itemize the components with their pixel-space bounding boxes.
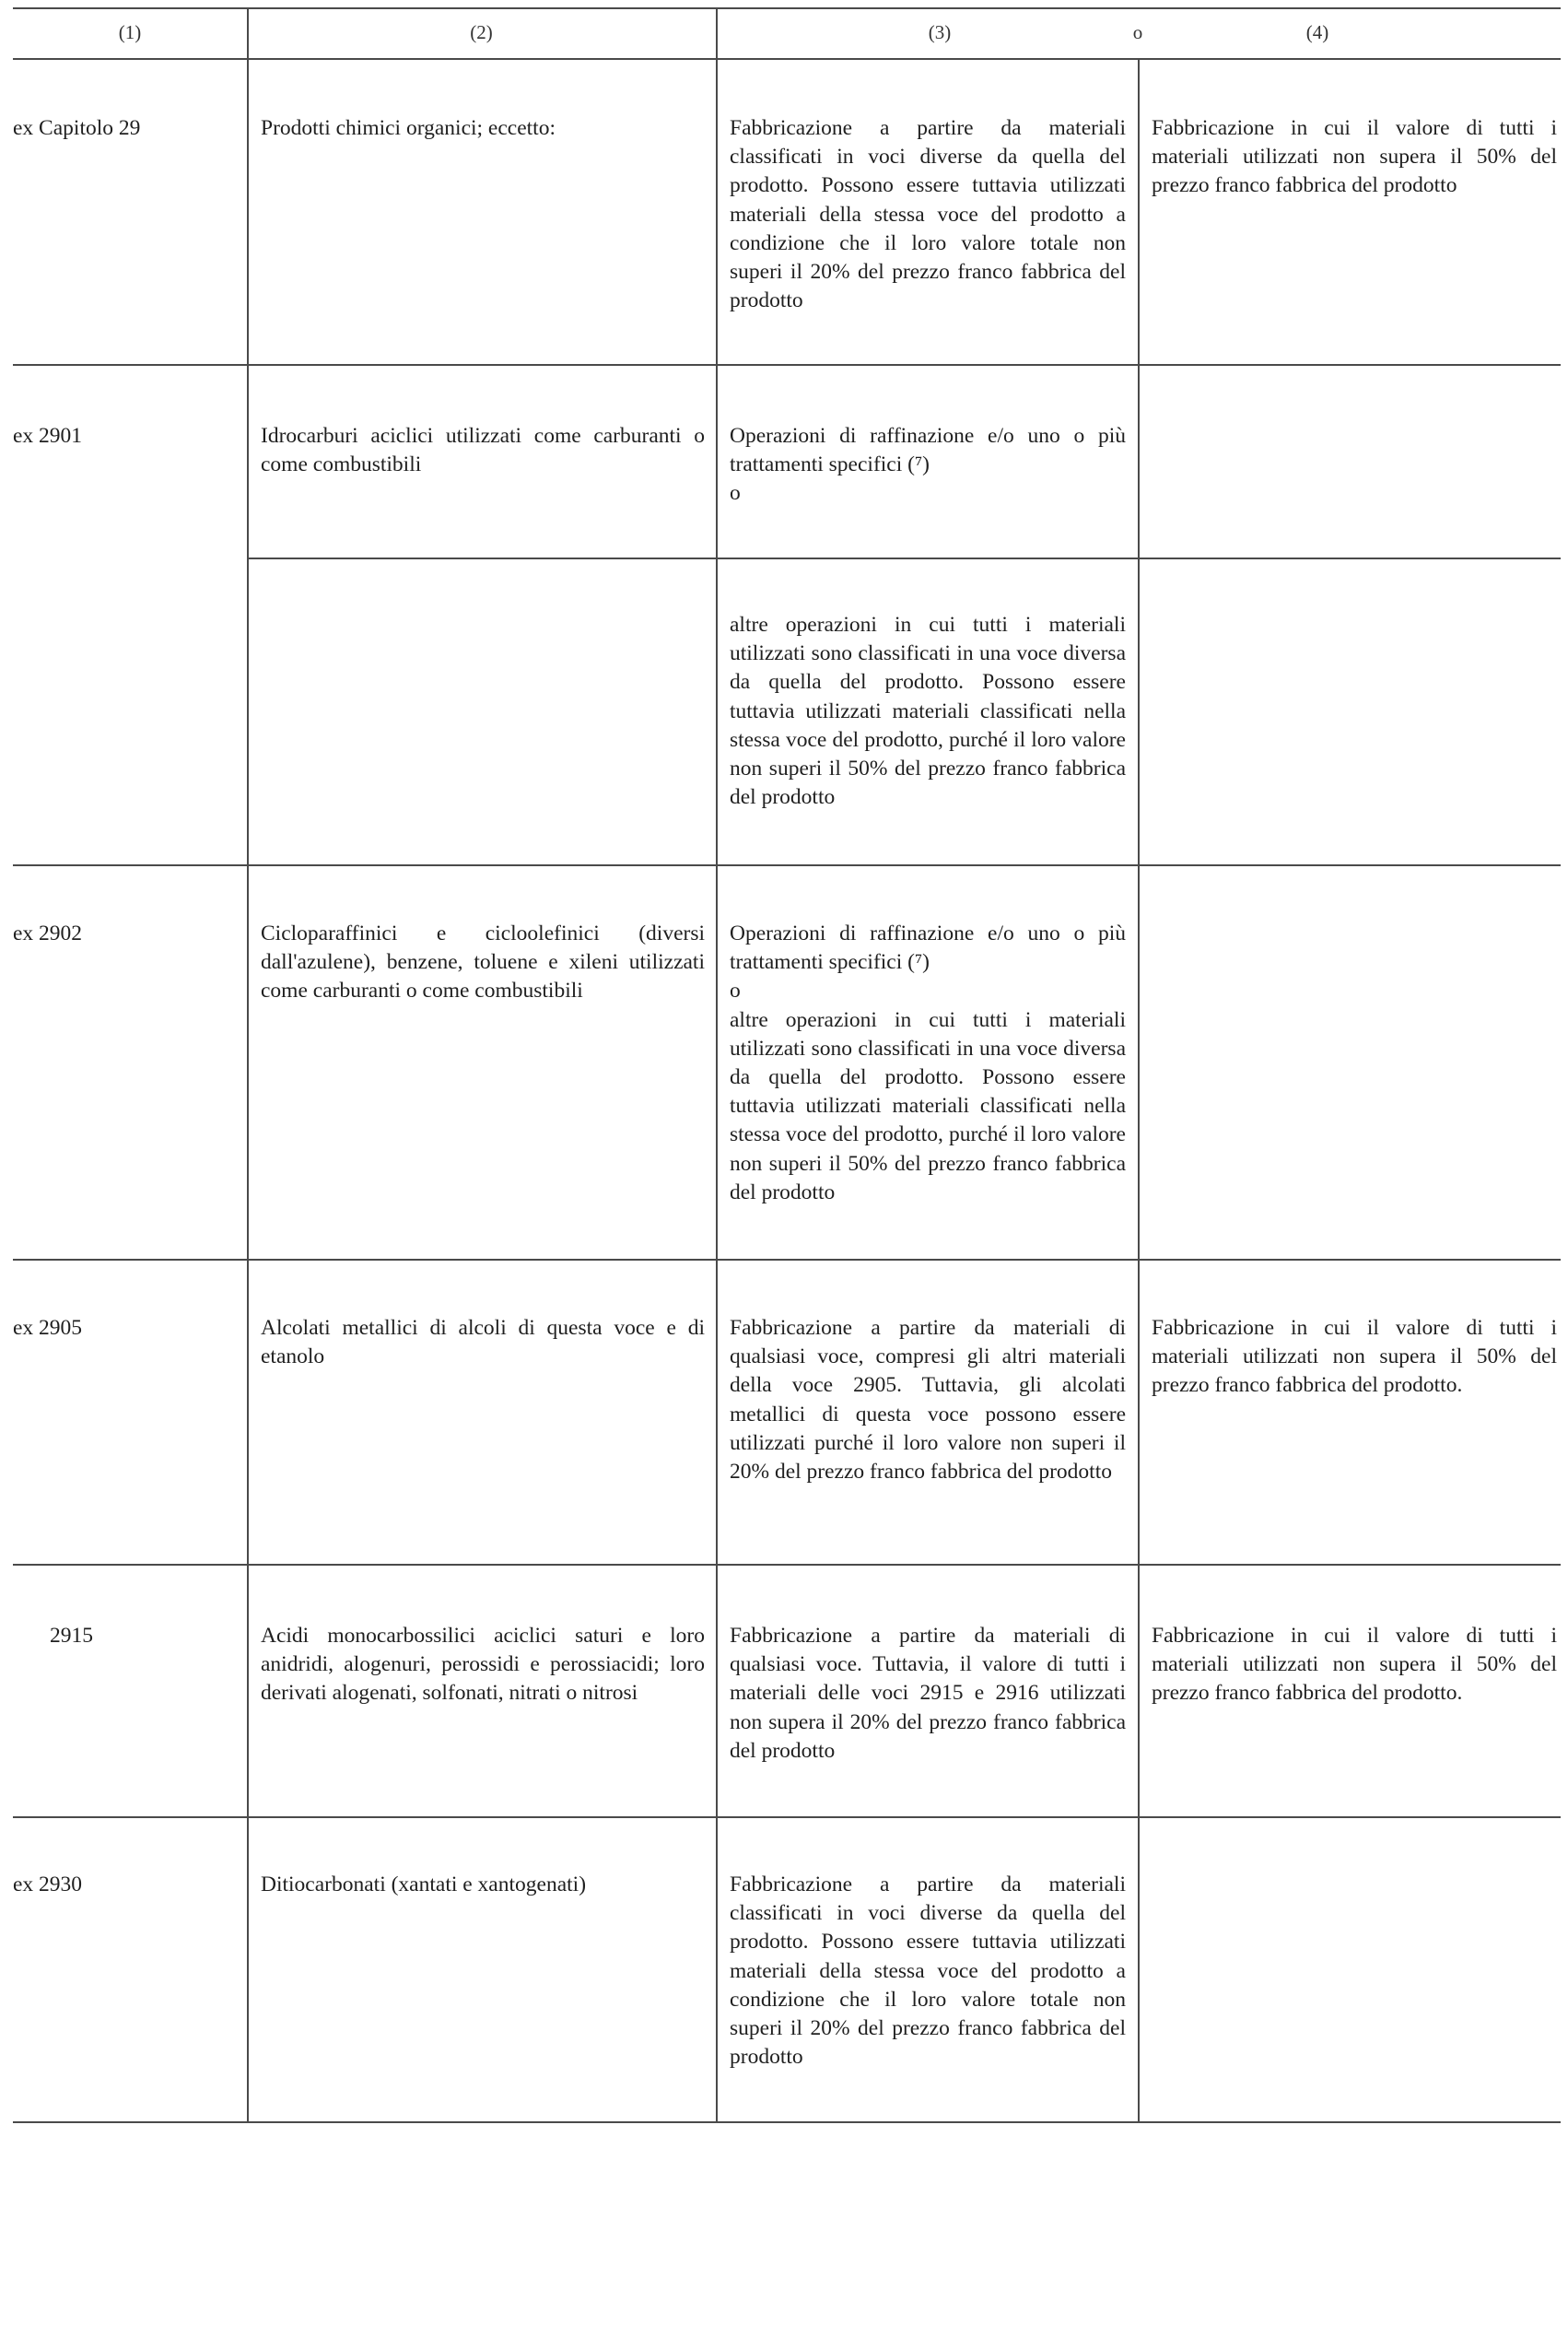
header-col3: (3) (928, 21, 952, 43)
row-rule-col3: Fabbricazione a partire da materiali di qualsiasi voce, compresi gli altri materiali della voce 2905. Tuttavia, gli alcolati metallici di questa voce possono essere utilizzati purché il loro valore non superi il 20% del prezzo franco fabbrica del prodotto (730, 1316, 1126, 1485)
table-top-rule (13, 7, 1561, 9)
row-description: Ditiocarbonati (xantati e xantogenati) (261, 1873, 587, 1896)
row-rule-col3: Fabbricazione a partire da materiali classificati in voci diverse da quella del prodotto. Possono essere tuttavia utilizzati materiali della stessa voce del prodotto a condizione che il loro valore totale non superi il 20% del prezzo franco fabbrica del prodotto (730, 1873, 1126, 2070)
row-rule-col3 (730, 920, 1126, 1207)
row-divider (13, 1259, 1561, 1261)
header-col2: (2) (470, 21, 493, 43)
column-divider (716, 7, 718, 2122)
row-sub-divider (247, 558, 1561, 559)
header-col4: (4) (1305, 21, 1329, 43)
row-divider (13, 364, 1561, 366)
row-description: Acidi monocarbossilici aciclici saturi e loro anidridi, alogenuri, perossidi e perossiacidi; loro derivati alogenati, solfonati, nitrati o nitrosi (261, 1624, 705, 1706)
table-bottom-rule (13, 2121, 1561, 2123)
row-rule-col3-alt: altre operazioni in cui tutti i materiali utilizzati sono classificati in una voce diversa da quella del prodotto. Possono essere tuttavia utilizzati materiali classificati nella stessa voce del prodotto, purché il loro valore non superi il 50% del prezzo franco fabbrica del prodotto (730, 613, 1126, 810)
column-divider (1138, 58, 1140, 2122)
header-bottom-rule (13, 58, 1561, 60)
row-description: Prodotti chimici organici; eccetto: (261, 116, 556, 140)
row-rule-col4: Fabbricazione in cui il valore di tutti i materiali utilizzati non supera il 50% del prezzo franco fabbrica del prodotto. (1152, 1624, 1557, 1706)
row-code: ex 2902 (13, 922, 83, 945)
row-code: 2915 (50, 1624, 93, 1648)
row-rule-col4: Fabbricazione in cui il valore di tutti i materiali utilizzati non supera il 50% del prezzo franco fabbrica del prodotto. (1152, 1316, 1557, 1398)
row-code: ex 2905 (13, 1316, 83, 1340)
rule-or: o (730, 481, 741, 506)
row-code: ex Capitolo 29 (13, 116, 141, 140)
column-divider (247, 7, 249, 2122)
rule-text: Operazioni di raffinazione e/o uno o più trattamenti specifici (⁷) (730, 922, 1126, 975)
row-code: ex 2930 (13, 1873, 83, 1896)
header-col1: (1) (118, 21, 142, 43)
row-description: Alcolati metallici di alcoli di questa voce e di etanolo (261, 1316, 705, 1369)
rule-text-alt: altre operazioni in cui tutti i materiali utilizzati sono classificati in una voce diversa da quella del prodotto. Possono essere tuttavia utilizzati materiali classificati nella stessa voce del prodotto, purché il loro valore non superi il 50% del prezzo franco fabbrica del prodotto (730, 1007, 1126, 1204)
rule-text: Operazioni di raffinazione e/o uno o più trattamenti specifici (⁷) (730, 424, 1126, 477)
header-or: o (1132, 21, 1143, 43)
row-rule-col3 (730, 422, 1126, 509)
row-description: Cicloparaffinici e cicloolefinici (diversi dall'azulene), benzene, toluene e xileni utilizzati come carburanti o come combustibili (261, 922, 705, 1004)
row-description: Idrocarburi aciclici utilizzati come carburanti o come combustibili (261, 424, 705, 477)
row-rule-col4: Fabbricazione in cui il valore di tutti i materiali utilizzati non supera il 50% del prezzo franco fabbrica del prodotto (1152, 116, 1557, 198)
row-rule-col3: Fabbricazione a partire da materiali di qualsiasi voce. Tuttavia, il valore di tutti i materiali delle voci 2915 e 2916 utilizzati non supera il 20% del prezzo franco fabbrica del prodotto (730, 1624, 1126, 1763)
row-rule-col3: Fabbricazione a partire da materiali classificati in voci diverse da quella del prodotto. Possono essere tuttavia utilizzati materiali della stessa voce del prodotto a condizione che il loro valore totale non superi il 20% del prezzo franco fabbrica del prodotto (730, 116, 1126, 313)
row-divider (13, 864, 1561, 866)
row-divider (13, 1564, 1561, 1566)
row-code: ex 2901 (13, 424, 83, 448)
rule-or: o (730, 979, 741, 1004)
row-divider (13, 1816, 1561, 1818)
